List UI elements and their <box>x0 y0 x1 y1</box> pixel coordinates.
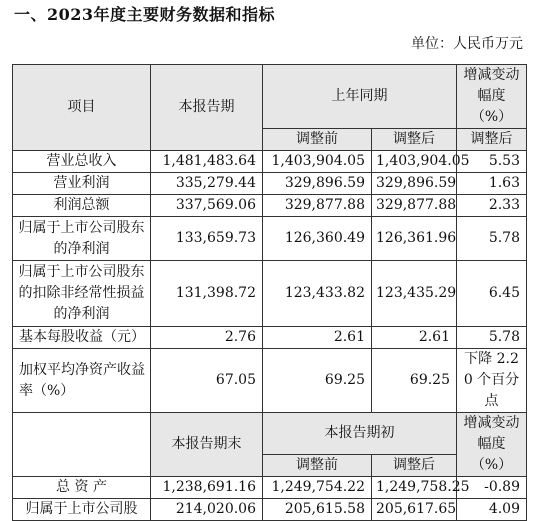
table-row <box>13 173 527 195</box>
header-period-end: 本报告期末 <box>151 413 263 477</box>
cell-before: 123,433.82 <box>263 261 372 327</box>
table-row <box>13 195 527 217</box>
header-before-adjust-2: 调整前 <box>263 455 372 477</box>
row-label: 总 资 产 <box>13 477 151 499</box>
cell-before: 1,403,904.05 <box>263 151 372 173</box>
cell-after: 1,249,758.25 <box>372 477 457 499</box>
cell-current: 214,020.06 <box>151 499 263 521</box>
cell-after: 2.61 <box>372 327 457 349</box>
cell-change: 5.53 <box>457 151 527 173</box>
cell-change: 2.33 <box>457 195 527 217</box>
header-after-adjust-2: 调整后 <box>372 455 457 477</box>
header-row-3 <box>13 413 527 455</box>
table-row <box>13 217 527 261</box>
row-label: 利润总额 <box>13 195 151 217</box>
row-label: 营业利润 <box>13 173 151 195</box>
header-change-pct: 增减变动幅度（%） <box>457 65 527 129</box>
header-row-1 <box>13 65 527 129</box>
cell-change: -0.89 <box>457 477 527 499</box>
header-change-after-adjust: 调整后 <box>457 129 527 151</box>
table-row <box>13 327 527 349</box>
header-prior-period: 上年同期 <box>263 65 457 129</box>
cell-change: 5.78 <box>457 217 527 261</box>
cell-change: 1.63 <box>457 173 527 195</box>
cell-current: 2.76 <box>151 327 263 349</box>
cell-before: 329,896.59 <box>263 173 372 195</box>
cell-change: 4.09 <box>457 499 527 521</box>
unit-label: 单位：人民币万元 <box>411 36 523 52</box>
header-item: 项目 <box>13 65 151 151</box>
header-change-pct-2: 增减变动幅度（%） <box>457 413 527 477</box>
cell-before: 329,877.88 <box>263 195 372 217</box>
page-title: 一、2023年度主要财务数据和指标 <box>14 5 276 24</box>
cell-after: 329,877.88 <box>372 195 457 217</box>
row-label: 基本每股收益（元） <box>13 327 151 349</box>
cell-current: 337,569.06 <box>151 195 263 217</box>
header-after-adjust: 调整后 <box>372 129 457 151</box>
cell-before: 1,249,754.22 <box>263 477 372 499</box>
cell-before: 205,615.58 <box>263 499 372 521</box>
table-row <box>13 151 527 173</box>
cell-after: 69.25 <box>372 349 457 413</box>
table-row <box>13 477 527 499</box>
row-label: 归属于上市公司股东的净利润 <box>13 217 151 261</box>
cell-after: 1,403,904.05 <box>372 151 457 173</box>
cell-current: 335,279.44 <box>151 173 263 195</box>
cell-before: 69.25 <box>263 349 372 413</box>
cell-current: 1,238,691.16 <box>151 477 263 499</box>
cell-after: 126,361.96 <box>372 217 457 261</box>
cell-after: 205,617.65 <box>372 499 457 521</box>
table-row <box>13 349 527 413</box>
table-row <box>13 261 527 327</box>
cell-change: 5.78 <box>457 327 527 349</box>
cell-after: 123,435.29 <box>372 261 457 327</box>
cell-current: 1,481,483.64 <box>151 151 263 173</box>
cell-before: 2.61 <box>263 327 372 349</box>
cell-current: 67.05 <box>151 349 263 413</box>
row-label: 归属于上市公司股 <box>13 499 151 521</box>
cell-current: 133,659.73 <box>151 217 263 261</box>
header-period-start: 本报告期初 <box>263 413 457 455</box>
cell-current: 131,398.72 <box>151 261 263 327</box>
header-blank <box>13 413 151 477</box>
header-current-period: 本报告期 <box>151 65 263 151</box>
cell-before: 126,360.49 <box>263 217 372 261</box>
financial-table <box>12 64 526 521</box>
row-label: 加权平均净资产收益率（%） <box>13 349 151 413</box>
header-before-adjust: 调整前 <box>263 129 372 151</box>
cell-after: 329,896.59 <box>372 173 457 195</box>
cell-change: 6.45 <box>457 261 527 327</box>
row-label: 归属于上市公司股东的扣除非经常性损益的净利润 <box>13 261 151 327</box>
row-label: 营业总收入 <box>13 151 151 173</box>
table-row <box>13 499 527 521</box>
cell-change: 下降 2.20 个百分点 <box>457 349 527 413</box>
